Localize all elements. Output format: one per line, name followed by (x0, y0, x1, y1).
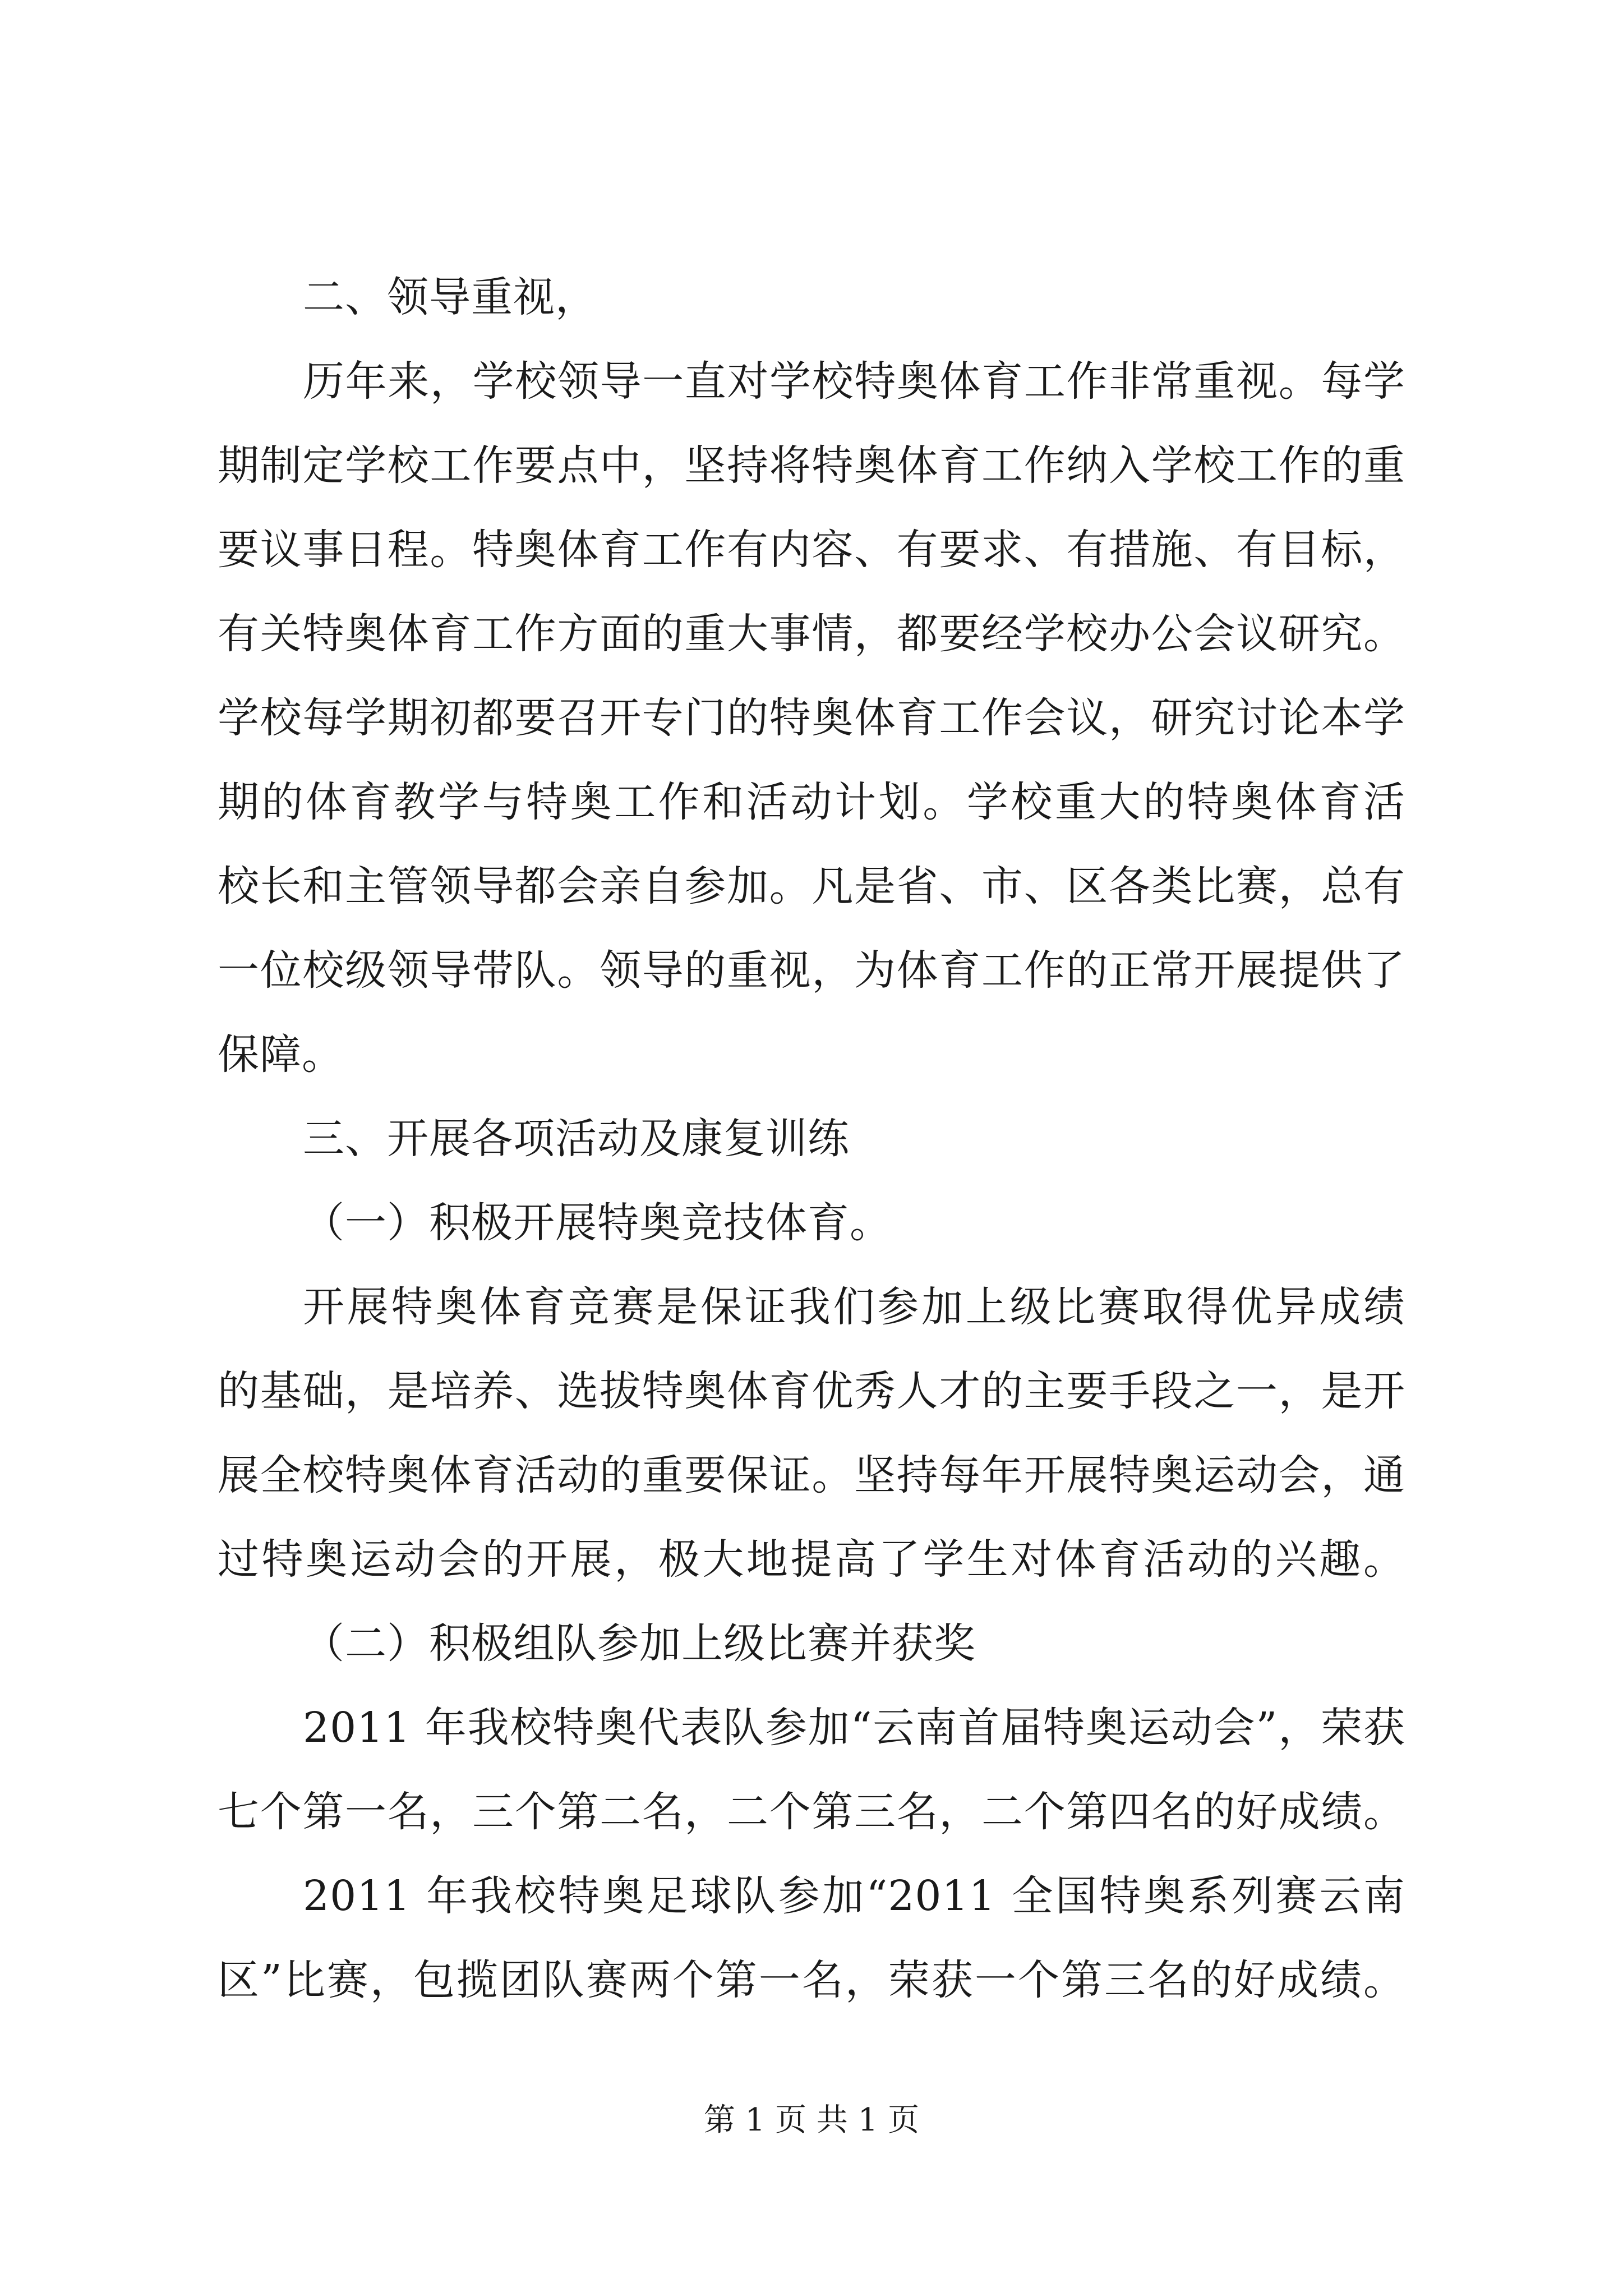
document-body (218, 255, 1405, 2022)
text-line: 期的体育教学与特奥工作和活动计划。学校重大的特奥体育活 (218, 778, 1405, 826)
text-line: 二、领导重视， (303, 273, 597, 321)
text-line: （一）积极开展特奥竞技体育。 (303, 1199, 892, 1247)
text-line: 校长和主管领导都会亲自参加。凡是省、市、区各类比赛，总有 (218, 862, 1405, 910)
text-line: 期制定学校工作要点中，坚持将特奥体育工作纳入学校工作的重 (218, 441, 1405, 490)
text-line: 2011 年我校特奥足球队参加“2011 全国特奥系列赛云南 (303, 1872, 1405, 1920)
text-line: 开展特奥体育竞赛是保证我们参加上级比赛取得优异成绩 (303, 1283, 1405, 1331)
page-footer: 第 1 页 共 1 页 (703, 2102, 920, 2138)
text-line: （二）积极组队参加上级比赛并获奖 (303, 1619, 976, 1668)
text-line: 三、开展各项活动及康复训练 (303, 1115, 850, 1163)
text-line: 2011 年我校特奥代表队参加“云南首届特奥运动会”，荣获 (303, 1704, 1405, 1752)
text-line: 保障。 (218, 1030, 344, 1079)
text-line: 学校每学期初都要召开专门的特奥体育工作会议，研究讨论本学 (218, 694, 1405, 742)
text-line: 有关特奥体育工作方面的重大事情，都要经学校办公会议研究。 (218, 610, 1405, 658)
text-line: 七个第一名，三个第二名，二个第三名，二个第四名的好成绩。 (218, 1788, 1405, 1836)
text-line: 的基础，是培养、选拔特奥体育优秀人才的主要手段之一，是开 (218, 1367, 1405, 1415)
text-line: 区”比赛，包揽团队赛两个第一名，荣获一个第三名的好成绩。 (218, 1956, 1405, 2004)
text-line: 展全校特奥体育活动的重要保证。坚持每年开展特奥运动会，通 (218, 1451, 1405, 1499)
text-line: 要议事日程。特奥体育工作有内容、有要求、有措施、有目标， (218, 526, 1405, 574)
text-line: 历年来，学校领导一直对学校特奥体育工作非常重视。每学 (303, 357, 1405, 406)
text-line: 一位校级领导带队。领导的重视，为体育工作的正常开展提供了 (218, 946, 1405, 995)
text-line: 过特奥运动会的开展，极大地提高了学生对体育活动的兴趣。 (218, 1535, 1405, 1584)
